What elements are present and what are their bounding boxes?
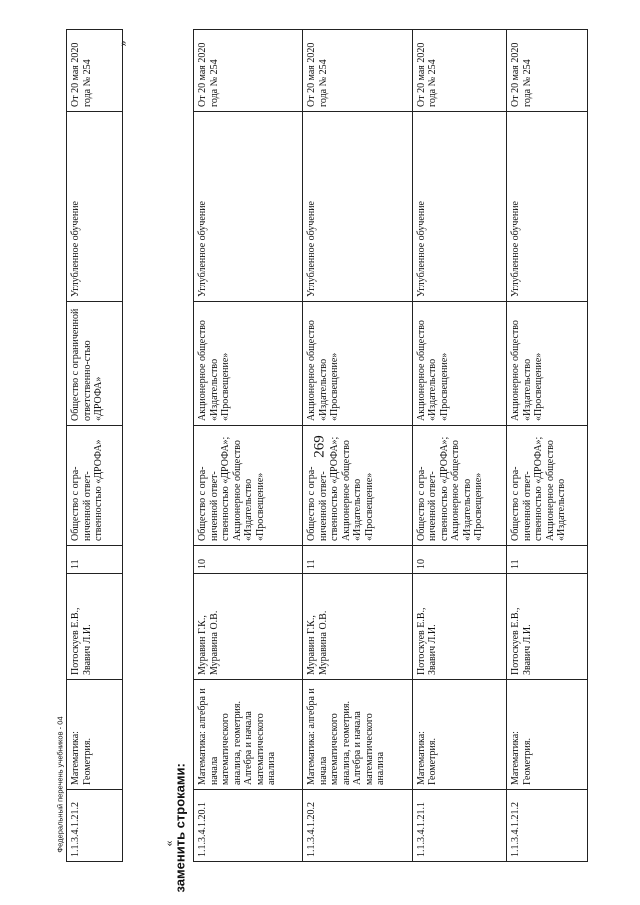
cell-publisher-name: Общество с огра-ниченной ответ-ственностью «ДРОФА»; Акционерное общество «Издательство «Просвещение»	[303, 426, 412, 546]
cell-publisher-name: Общество с огра-ниченной ответ-ственностью «ДРОФА»; Акционерное общество «Издательство «Просвещение»	[412, 426, 507, 546]
cell-authors: Потоскуев Е.В., Звавич Л.И.	[412, 574, 507, 680]
cell-grade: 11	[67, 546, 123, 574]
table-row	[507, 30, 588, 862]
cell-level: Углубленное обучение	[67, 112, 123, 302]
cell-code: 1.1.3.4.1.21.2	[507, 790, 588, 862]
cell-subject: Математика: Геометрия.	[412, 680, 507, 790]
cell-grade: 10	[194, 546, 303, 574]
closing-quote: »	[115, 40, 130, 47]
cell-code: 1.1.3.4.1.21.2	[67, 790, 123, 862]
opening-quote: «	[161, 840, 176, 847]
cell-subject: Математика: алгебра и начала математического анализа, геометрия. Алгебра и начала математического анализа	[194, 680, 303, 790]
cell-subject: Математика: Геометрия.	[507, 680, 588, 790]
page-number: 269	[311, 435, 328, 458]
cell-order: От 20 мая 2020 года № 254	[194, 30, 303, 112]
footer-note: Федеральный перечень учебников - 04	[55, 716, 65, 853]
cell-subject: Математика: алгебра и начала математического анализа, геометрия. Алгебра и начала математического анализа	[303, 680, 412, 790]
cell-publisher-legal: Акционерное общество «Издательство «Просвещение»	[412, 302, 507, 426]
top-table	[66, 29, 123, 862]
cell-publisher-name: Общество с огра-ниченной ответ-ственностью «ДРОФА»	[67, 426, 123, 546]
cell-publisher-name: Общество с огра-ниченной ответ-ственностью «ДРОФА»; Акционерное общество «Издательство	[507, 426, 588, 546]
cell-level: Углубленное обучение	[303, 112, 412, 302]
cell-authors: Муравин Г.К., Муравина О.В.	[194, 574, 303, 680]
cell-publisher-name: Общество с огра-ниченной ответ-ственностью «ДРОФА»; Акционерное общество «Издательство «Просвещение»	[194, 426, 303, 546]
top-table-wrapper	[66, 29, 123, 862]
cell-grade: 11	[507, 546, 588, 574]
cell-level: Углубленное обучение	[194, 112, 303, 302]
cell-publisher-legal: Акционерное общество «Издательство «Просвещение»	[303, 302, 412, 426]
cell-publisher-legal: Акционерное общество «Издательство «Просвещение»	[507, 302, 588, 426]
cell-authors: Потоскуев Е.В., Звавич Л.И.	[507, 574, 588, 680]
cell-authors: Потоскуев Е.В., Звавич Л.И.	[67, 574, 123, 680]
table-row	[67, 30, 123, 862]
cell-code: 1.1.3.4.1.21.1	[412, 790, 507, 862]
cell-order: От 20 мая 2020 года № 254	[507, 30, 588, 112]
cell-grade: 11	[303, 546, 412, 574]
table-row	[194, 30, 303, 862]
cell-subject: Математика: Геометрия.	[67, 680, 123, 790]
cell-order: От 20 мая 2020 года № 254	[67, 30, 123, 112]
cell-level: Углубленное обучение	[412, 112, 507, 302]
table-row	[303, 30, 412, 862]
cell-authors: Муравин Г.К., Муравина О.В.	[303, 574, 412, 680]
bottom-table	[193, 29, 588, 862]
table-row	[412, 30, 507, 862]
cell-code: 1.1.3.4.1.20.2	[303, 790, 412, 862]
cell-publisher-legal: Общество с ограниченной ответственно-стью «ДРОФА»	[67, 302, 123, 426]
bottom-table-wrapper	[193, 29, 588, 862]
cell-level: Углубленное обучение	[507, 112, 588, 302]
cell-order: От 20 мая 2020 года № 254	[412, 30, 507, 112]
cell-grade: 10	[412, 546, 507, 574]
cell-order: От 20 мая 2020 года № 254	[303, 30, 412, 112]
replace-label: заменить строками:	[172, 763, 188, 893]
cell-code: 1.1.3.4.1.20.1	[194, 790, 303, 862]
cell-publisher-legal: Акционерное общество «Издательство «Просвещение»	[194, 302, 303, 426]
